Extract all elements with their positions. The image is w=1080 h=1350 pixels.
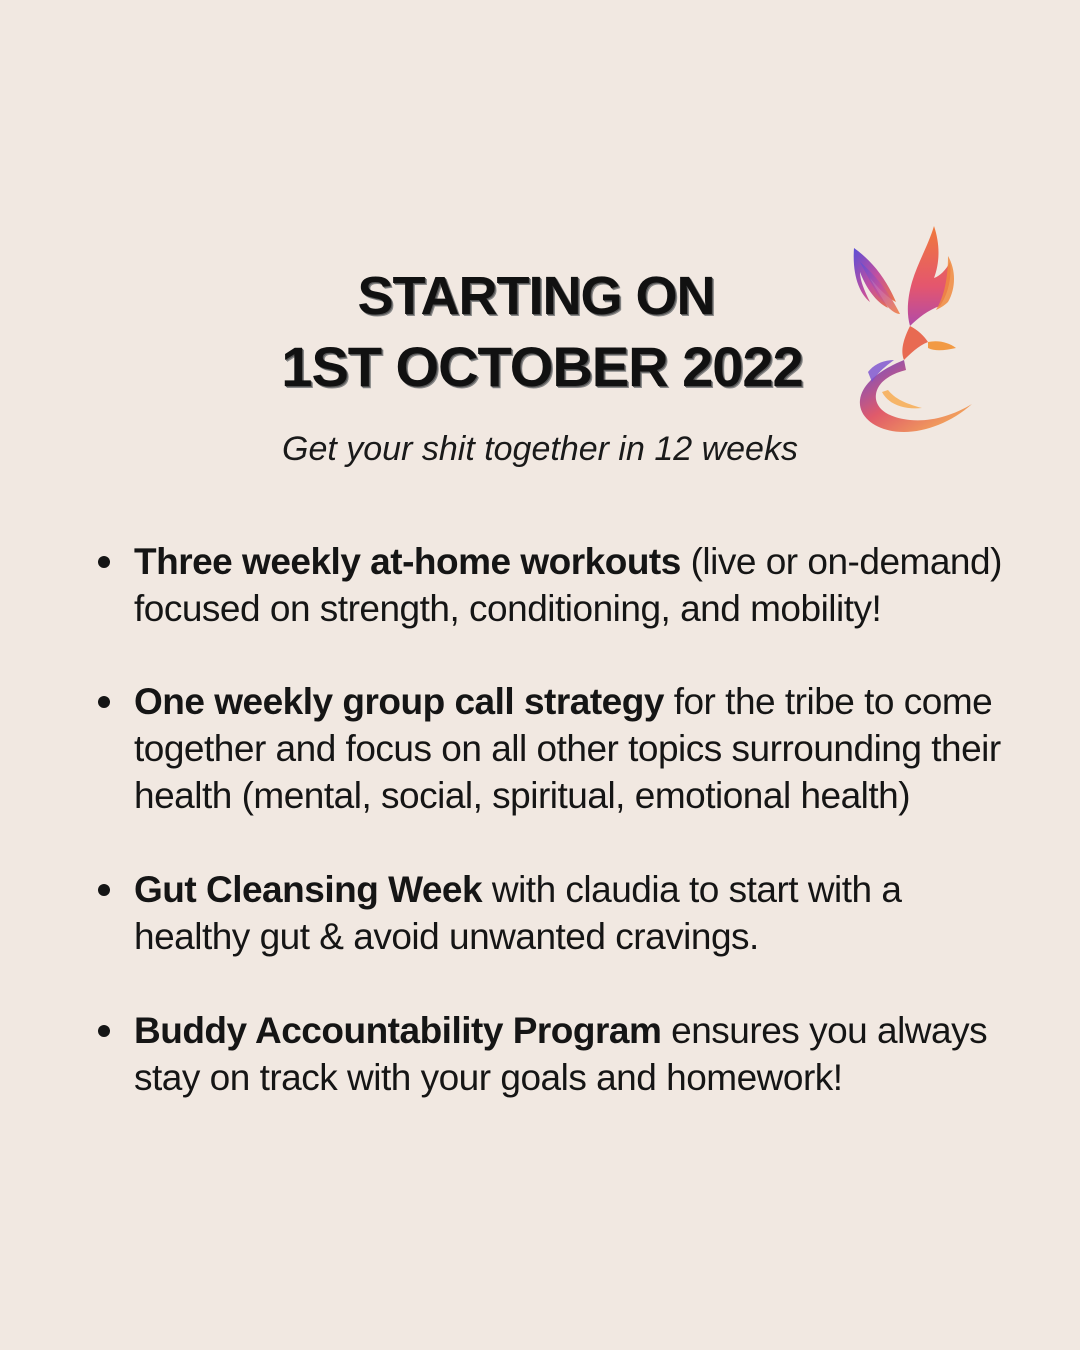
feature-item-buddy-program bbox=[98, 1007, 1018, 1101]
feature-text: ensures you always stay on track with your goals and homework! bbox=[134, 1010, 988, 1098]
bullet-icon bbox=[98, 1025, 110, 1037]
phoenix-logo-icon bbox=[848, 222, 976, 438]
feature-text: (live or on-demand) focused on strength, conditioning, and mobility! bbox=[134, 541, 1002, 629]
feature-bold: Buddy Accountability Program bbox=[134, 1010, 662, 1051]
bullet-icon bbox=[98, 556, 110, 568]
tagline: Get your shit together in 12 weeks bbox=[282, 430, 798, 468]
feature-text: with claudia to start with a healthy gut & avoid unwanted cravings. bbox=[134, 869, 902, 957]
feature-bold: Three weekly at-home workouts bbox=[134, 541, 681, 582]
feature-item-group-call bbox=[98, 678, 1018, 819]
feature-bold: Gut Cleansing Week bbox=[134, 869, 483, 910]
title-line-1: STARTING ON bbox=[357, 266, 715, 326]
feature-text: for the tribe to come together and focus on all other topics surrounding their health (mental, social, spiritual, emotional health) bbox=[134, 681, 1001, 816]
feature-item-workouts bbox=[98, 538, 1018, 632]
bullet-icon bbox=[98, 696, 110, 708]
feature-item-gut-cleansing bbox=[98, 866, 1018, 960]
bullet-icon bbox=[98, 884, 110, 896]
title-line-2: 1ST OCTOBER 2022 bbox=[281, 335, 803, 398]
feature-bold: One weekly group call strategy bbox=[134, 681, 664, 722]
feature-list bbox=[98, 538, 1018, 1101]
